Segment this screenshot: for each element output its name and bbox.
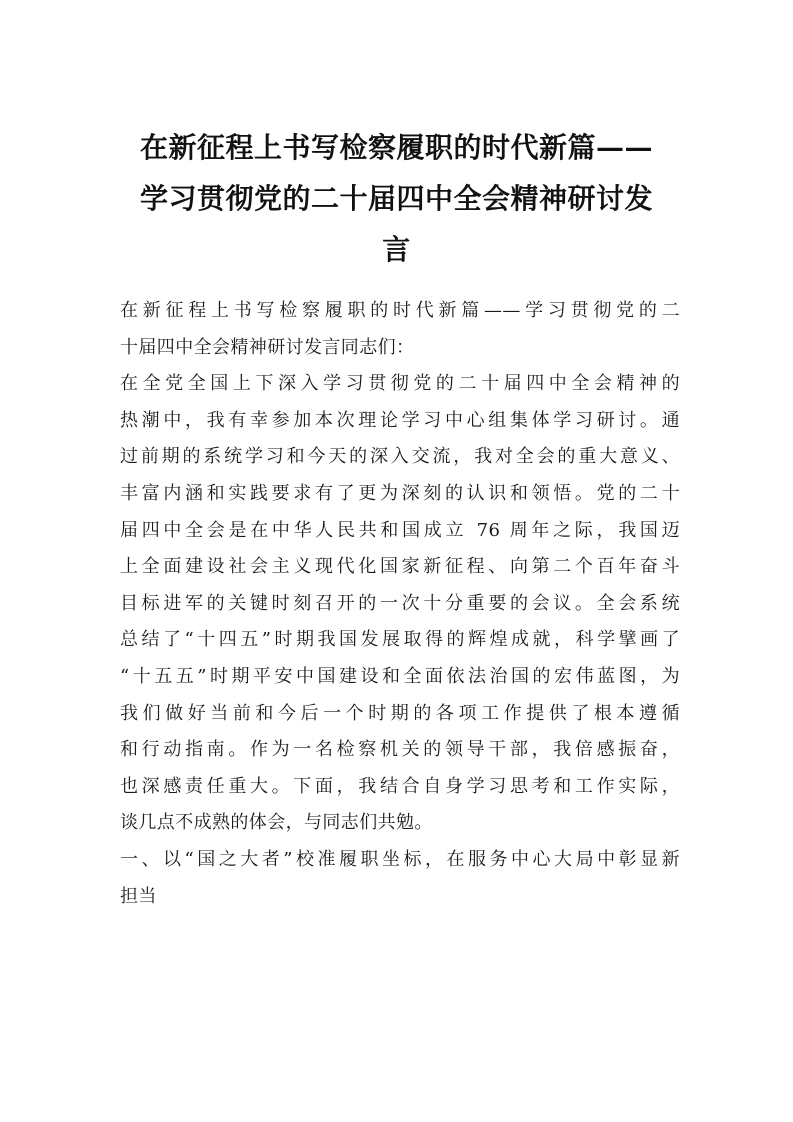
paragraph-line: 在全党全国上下深入学习贯彻党的二十届四中全会精神的: [120, 373, 680, 395]
paragraph-line: 也深感责任重大。下面，我结合自身学习思考和工作实际，: [120, 775, 680, 797]
document-body: [120, 293, 680, 915]
paragraph-line: 我们做好当前和今后一个时期的各项工作提供了根本遵循: [120, 702, 680, 724]
paragraph-line: “十五五”时期平安中国建设和全面依法治国的宏伟蓝图，为: [120, 665, 680, 687]
paragraph-line: 丰富内涵和实践要求有了更为深刻的认识和领悟。党的二十: [120, 482, 680, 504]
section-heading-line: 一、以“国之大者”校准履职坐标，在服务中心大局中彰显新: [120, 848, 680, 870]
paragraph-line: 热潮中，我有幸参加本次理论学习中心组集体学习研讨。通: [120, 409, 680, 431]
paragraph-line: 届四中全会是在中华人民共和国成立 76 周年之际，我国迈: [120, 519, 680, 541]
paragraph-line: 目标进军的关键时刻召开的一次十分重要的会议。全会系统: [120, 592, 680, 614]
title-line: 言: [382, 233, 411, 266]
intro-line: 十届四中全会精神研讨发言同志们：: [120, 336, 415, 358]
paragraph-line: 总结了“十四五”时期我国发展取得的辉煌成就，科学擘画了: [120, 629, 680, 651]
title-line: 学习贯彻党的二十届四中全会精神研讨发: [139, 182, 653, 215]
title-line: 在新征程上书写检察履职的时代新篇——: [139, 131, 653, 164]
section-heading-line: 担当: [120, 885, 157, 907]
document-title: [110, 122, 683, 275]
paragraph-line: 上全面建设社会主义现代化国家新征程、向第二个百年奋斗: [120, 556, 680, 578]
paragraph-line: 和行动指南。作为一名检察机关的领导干部，我倍感振奋，: [120, 739, 680, 761]
paragraph-line: 过前期的系统学习和今天的深入交流，我对全会的重大意义、: [120, 446, 680, 468]
paragraph-line: 谈几点不成熟的体会，与同志们共勉。: [120, 812, 433, 834]
intro-line: 在新征程上书写检察履职的时代新篇——学习贯彻党的二: [120, 300, 680, 321]
